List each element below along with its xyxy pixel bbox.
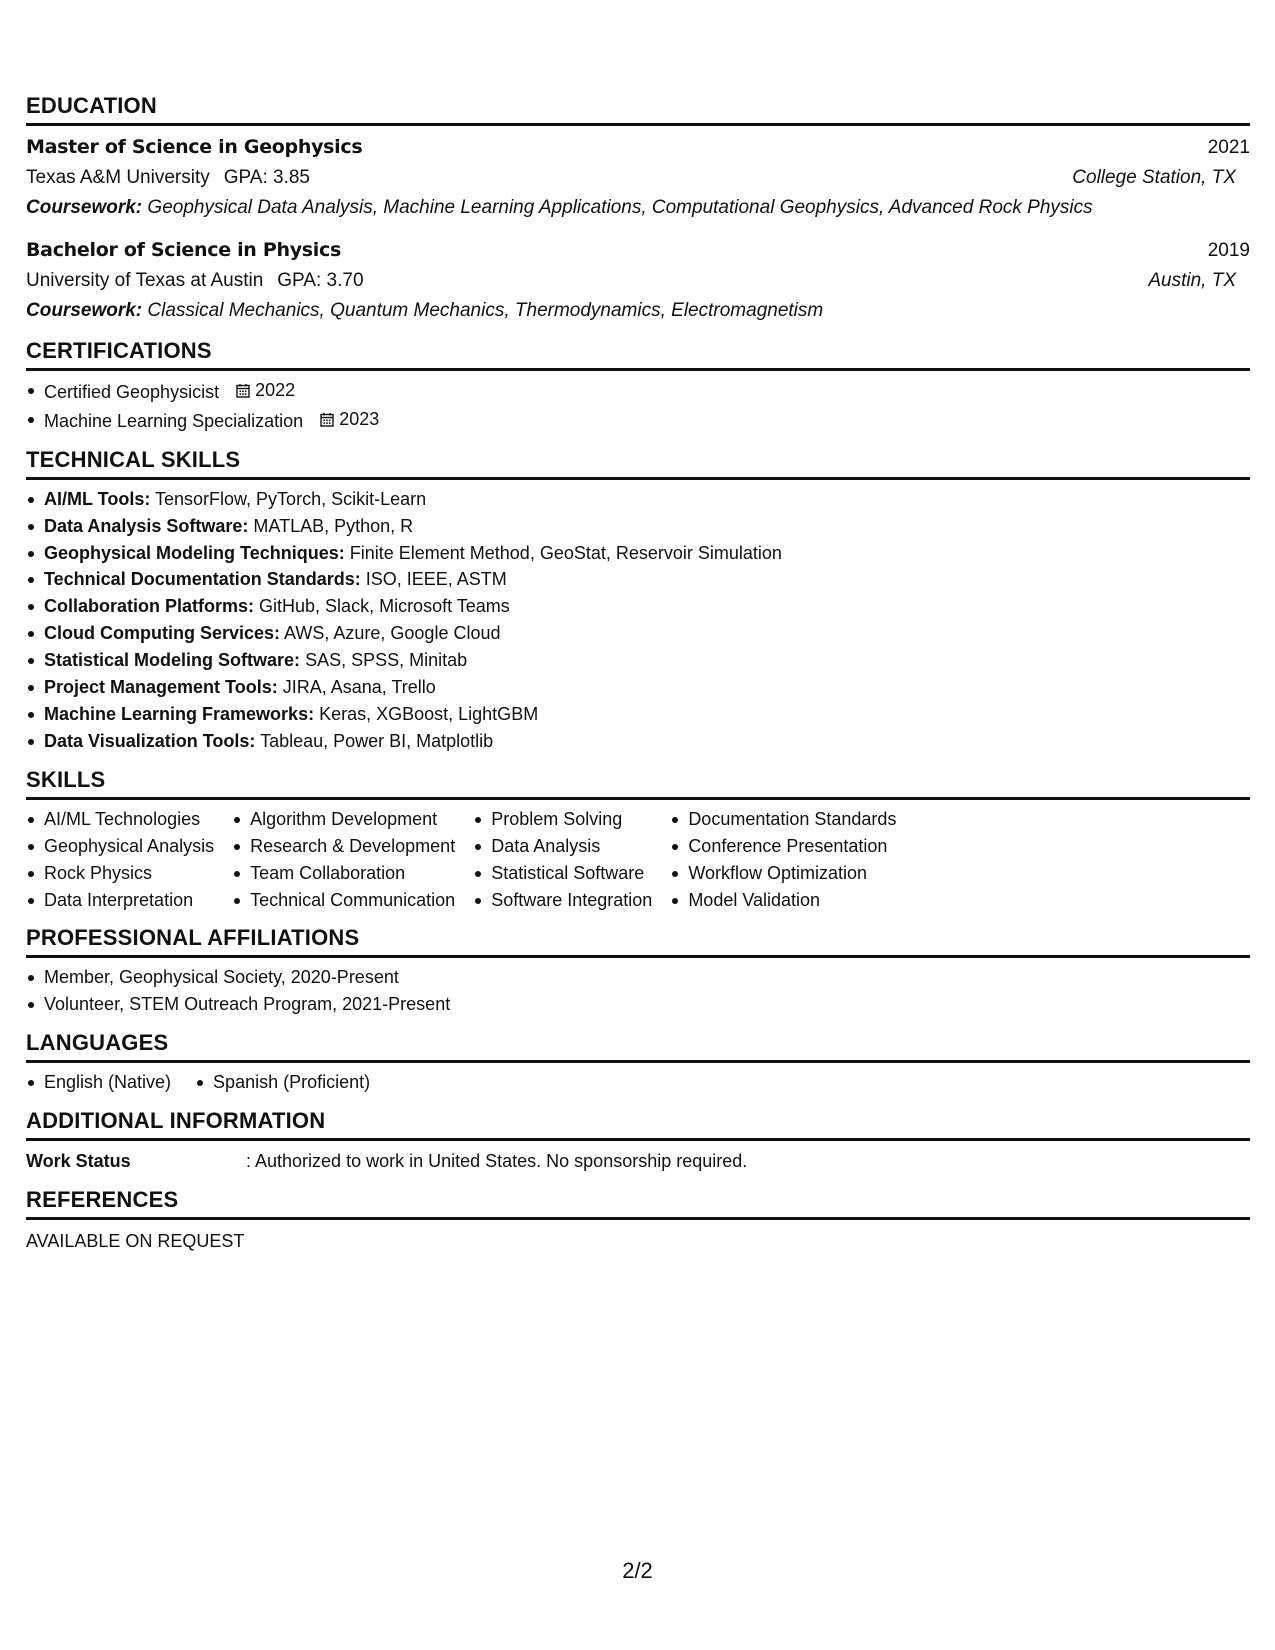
list-item: Data Interpretation [26,887,214,914]
work-status-row [26,1147,1250,1175]
certifications-section [26,338,1250,435]
education-section [26,93,1250,326]
skill-values: ISO, IEEE, ASTM [365,569,507,590]
degree-name: Bachelor of Science in Physics [26,239,341,261]
list-item: Data Analysis [473,833,652,860]
calendar-icon [236,383,250,398]
list-item: Model Validation [670,887,896,914]
list-item [26,513,1250,540]
section-title-affiliations: PROFESSIONAL AFFILIATIONS [26,925,1250,958]
list-item: AI/ML Technologies [26,806,214,833]
list-item [26,540,1250,567]
skill-values: SAS, SPSS, Minitab [305,650,468,671]
school-name: University of Texas at Austin [26,270,264,291]
work-status-value: : Authorized to work in United States. No sponsorship required. [246,1151,748,1172]
list-item: Research & Development [232,833,455,860]
certification-year: 2022 [255,380,296,400]
coursework-list: Geophysical Data Analysis, Machine Learning Applications, Computational Geophysics, Advanced Rock Physics [147,197,1093,218]
work-status-label: Work Status [26,1151,131,1172]
languages-list [26,1069,1250,1096]
skill-values: JIRA, Asana, Trello [282,677,436,698]
gpa: GPA: 3.85 [223,167,310,188]
section-title-education: EDUCATION [26,93,1250,126]
graduation-year: 2019 [1207,240,1250,261]
calendar-icon [320,412,334,427]
list-item [26,486,1250,513]
skills-section [26,767,1250,914]
list-item: Geophysical Analysis [26,833,214,860]
list-item [26,728,1250,755]
skill-category: Project Management Tools: [44,677,278,698]
list-item: Problem Solving [473,806,652,833]
school-location: College Station, TX [1072,167,1236,188]
list-item: Documentation Standards [670,806,896,833]
section-title-technical-skills: TECHNICAL SKILLS [26,447,1250,480]
skill-category: Machine Learning Frameworks: [44,703,315,724]
list-item: Algorithm Development [232,806,455,833]
list-item: English (Native) [26,1069,171,1096]
technical-skills-list [26,486,1250,755]
skill-category: AI/ML Tools: [44,488,151,509]
school-name: Texas A&M University [26,167,210,188]
section-title-languages: LANGUAGES [26,1030,1250,1063]
list-item [26,377,1250,406]
list-item: Team Collaboration [232,860,455,887]
coursework [26,193,1250,223]
coursework-list: Classical Mechanics, Quantum Mechanics, Thermodynamics, Electromagnetism [147,300,824,321]
coursework-label: Coursework: [26,197,143,218]
list-item: Software Integration [473,887,652,914]
education-entry [26,132,1250,223]
references-text: AVAILABLE ON REQUEST [26,1231,245,1252]
skill-values: GitHub, Slack, Microsoft Teams [259,596,510,617]
list-item: Conference Presentation [670,833,896,860]
list-item: Spanish (Proficient) [195,1069,370,1096]
affiliations-section [26,925,1250,1018]
languages-section [26,1030,1250,1096]
skill-values: MATLAB, Python, R [253,515,414,536]
list-item: Volunteer, STEM Outreach Program, 2021-Present [26,991,1250,1018]
skills-grid [26,806,1250,914]
list-item [26,406,1250,435]
list-item [26,647,1250,674]
list-item [26,620,1250,647]
skills-column [26,806,214,914]
section-title-additional-info: ADDITIONAL INFORMATION [26,1108,1250,1141]
section-title-references: REFERENCES [26,1187,1250,1220]
skill-category: Data Visualization Tools: [44,730,256,751]
skill-values: Finite Element Method, GeoStat, Reservoir Simulation [349,542,782,563]
degree-name: Master of Science in Geophysics [26,136,363,158]
list-item: Member, Geophysical Society, 2020-Present [26,964,1250,991]
list-item [26,593,1250,620]
school-location: Austin, TX [1148,270,1236,291]
certification-name: Machine Learning Specialization [44,410,304,431]
graduation-year: 2021 [1207,137,1250,158]
list-item [26,674,1250,701]
skills-column [670,806,896,914]
skill-category: Data Analysis Software: [44,515,249,536]
list-item [26,701,1250,728]
list-item: Technical Communication [232,887,455,914]
skill-category: Geophysical Modeling Techniques: [44,542,345,563]
skill-values: Tableau, Power BI, Matplotlib [260,730,494,751]
education-entry [26,235,1250,326]
coursework [26,296,1250,326]
skill-values: Keras, XGBoost, LightGBM [319,703,539,724]
list-item: Rock Physics [26,860,214,887]
certifications-list [26,377,1250,435]
skill-category: Statistical Modeling Software: [44,650,301,671]
coursework-label: Coursework: [26,300,143,321]
page-number: 2/2 [622,1558,653,1583]
gpa: GPA: 3.70 [277,270,364,291]
skill-values: AWS, Azure, Google Cloud [284,623,501,644]
list-item [26,566,1250,593]
affiliations-list [26,964,1250,1018]
technical-skills-section [26,447,1250,755]
resume-page [26,93,1250,1268]
list-item: Statistical Software [473,860,652,887]
additional-info-section [26,1108,1250,1175]
section-title-certifications: CERTIFICATIONS [26,338,1250,371]
references-section [26,1187,1250,1256]
skill-category: Collaboration Platforms: [44,596,255,617]
skill-category: Technical Documentation Standards: [44,569,361,590]
skill-category: Cloud Computing Services: [44,623,281,644]
list-item: Workflow Optimization [670,860,896,887]
skill-values: TensorFlow, PyTorch, Scikit-Learn [155,488,427,509]
skills-column [473,806,652,914]
certification-name: Certified Geophysicist [44,381,220,402]
certification-year: 2023 [339,408,380,429]
section-title-skills: SKILLS [26,767,1250,800]
skills-column [232,806,455,914]
